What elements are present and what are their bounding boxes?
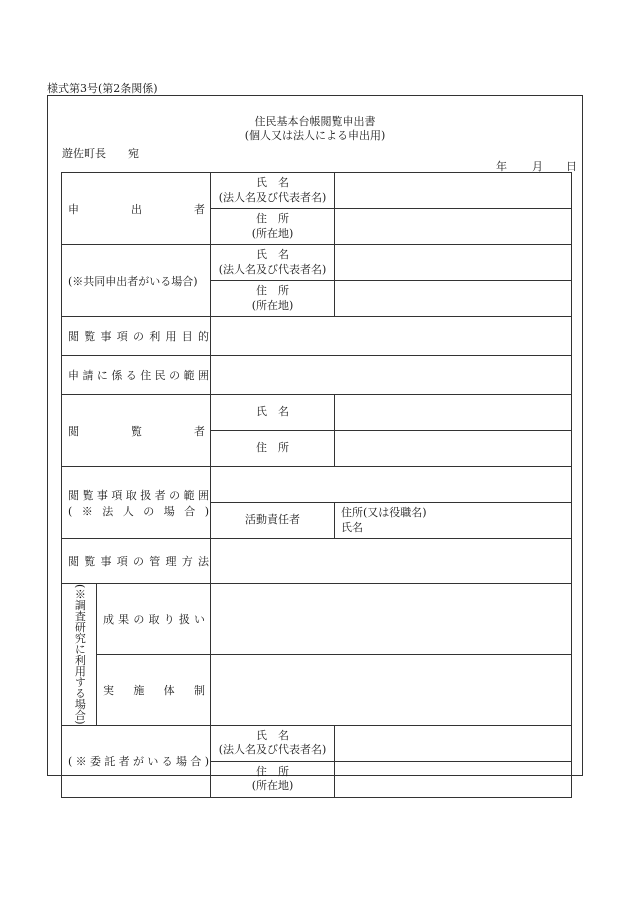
management-label: 閲覧事項の管理方法: [62, 539, 211, 584]
form-number: 様式第3号(第2条関係): [47, 82, 158, 95]
viewer-label: 閲 覧 者: [62, 395, 211, 467]
table-row: [62, 317, 572, 356]
table-row: [62, 173, 572, 209]
result-handling-field[interactable]: [211, 584, 572, 655]
contractor-name-label: 氏 名 (法人名及び代表者名): [211, 725, 335, 761]
handler-scope-field[interactable]: [211, 467, 572, 503]
purpose-label: 閲覧事項の利用目的: [62, 317, 211, 356]
table-row: [62, 725, 572, 761]
form-title: 住民基本台帳閲覧申出書: [254, 115, 376, 128]
purpose-field[interactable]: [211, 317, 572, 356]
viewer-name-label: 氏 名: [211, 395, 335, 431]
co-applicant-name-label: 氏 名 (法人名及び代表者名): [211, 245, 335, 281]
co-applicant-address-label: 住 所 (所在地): [211, 281, 335, 317]
application-table: [61, 172, 572, 798]
addressee-name: 遊佐町長: [62, 147, 106, 160]
activity-manager-field[interactable]: 住所(又は役職名) 氏名: [335, 503, 572, 539]
addressee: [62, 145, 139, 161]
contractor-name-field[interactable]: [335, 725, 572, 761]
date-year: 年: [496, 160, 507, 173]
table-row: [62, 654, 572, 725]
applicant-label: 申 出 者: [62, 173, 211, 245]
table-row: [62, 395, 572, 431]
table-row: [62, 245, 572, 281]
applicant-name-field[interactable]: [335, 173, 572, 209]
applicant-name-label: 氏 名 (法人名及び代表者名): [211, 173, 335, 209]
contractor-label: (※委託者がいる場合): [62, 725, 211, 797]
management-field[interactable]: [211, 539, 572, 584]
co-applicant-name-field[interactable]: [335, 245, 572, 281]
result-handling-label: 成果の取り扱い: [97, 584, 211, 655]
form-subtitle: (個人又は法人による申出用): [244, 129, 386, 142]
applicant-address-field[interactable]: [335, 209, 572, 245]
organization-field[interactable]: [211, 654, 572, 725]
table-row: [62, 467, 572, 503]
research-group-label: (※調査研究に利用する場合): [62, 584, 97, 726]
co-applicant-address-field[interactable]: [335, 281, 572, 317]
scope-label: 申請に係る住民の範囲: [62, 356, 211, 395]
viewer-name-field[interactable]: [335, 395, 572, 431]
scope-field[interactable]: [211, 356, 572, 395]
applicant-address-label: 住 所 (所在地): [211, 209, 335, 245]
contractor-address-label: 住 所 (所在地): [211, 761, 335, 797]
co-applicant-label: (※共同申出者がいる場合): [62, 245, 211, 317]
addressee-suffix: 宛: [128, 147, 139, 160]
viewer-address-field[interactable]: [335, 431, 572, 467]
date-day: 日: [566, 160, 577, 173]
table-row: [62, 356, 572, 395]
table-row: [62, 584, 572, 655]
table-row: [62, 539, 572, 584]
handler-scope-label: 閲覧事項取扱者の範囲 (※法人の場合): [62, 467, 211, 539]
organization-label: 実施体制: [97, 654, 211, 725]
date-month: 月: [532, 160, 543, 173]
activity-manager-label: 活動責任者: [211, 503, 335, 539]
contractor-address-field[interactable]: [335, 761, 572, 797]
viewer-address-label: 住 所: [211, 431, 335, 467]
